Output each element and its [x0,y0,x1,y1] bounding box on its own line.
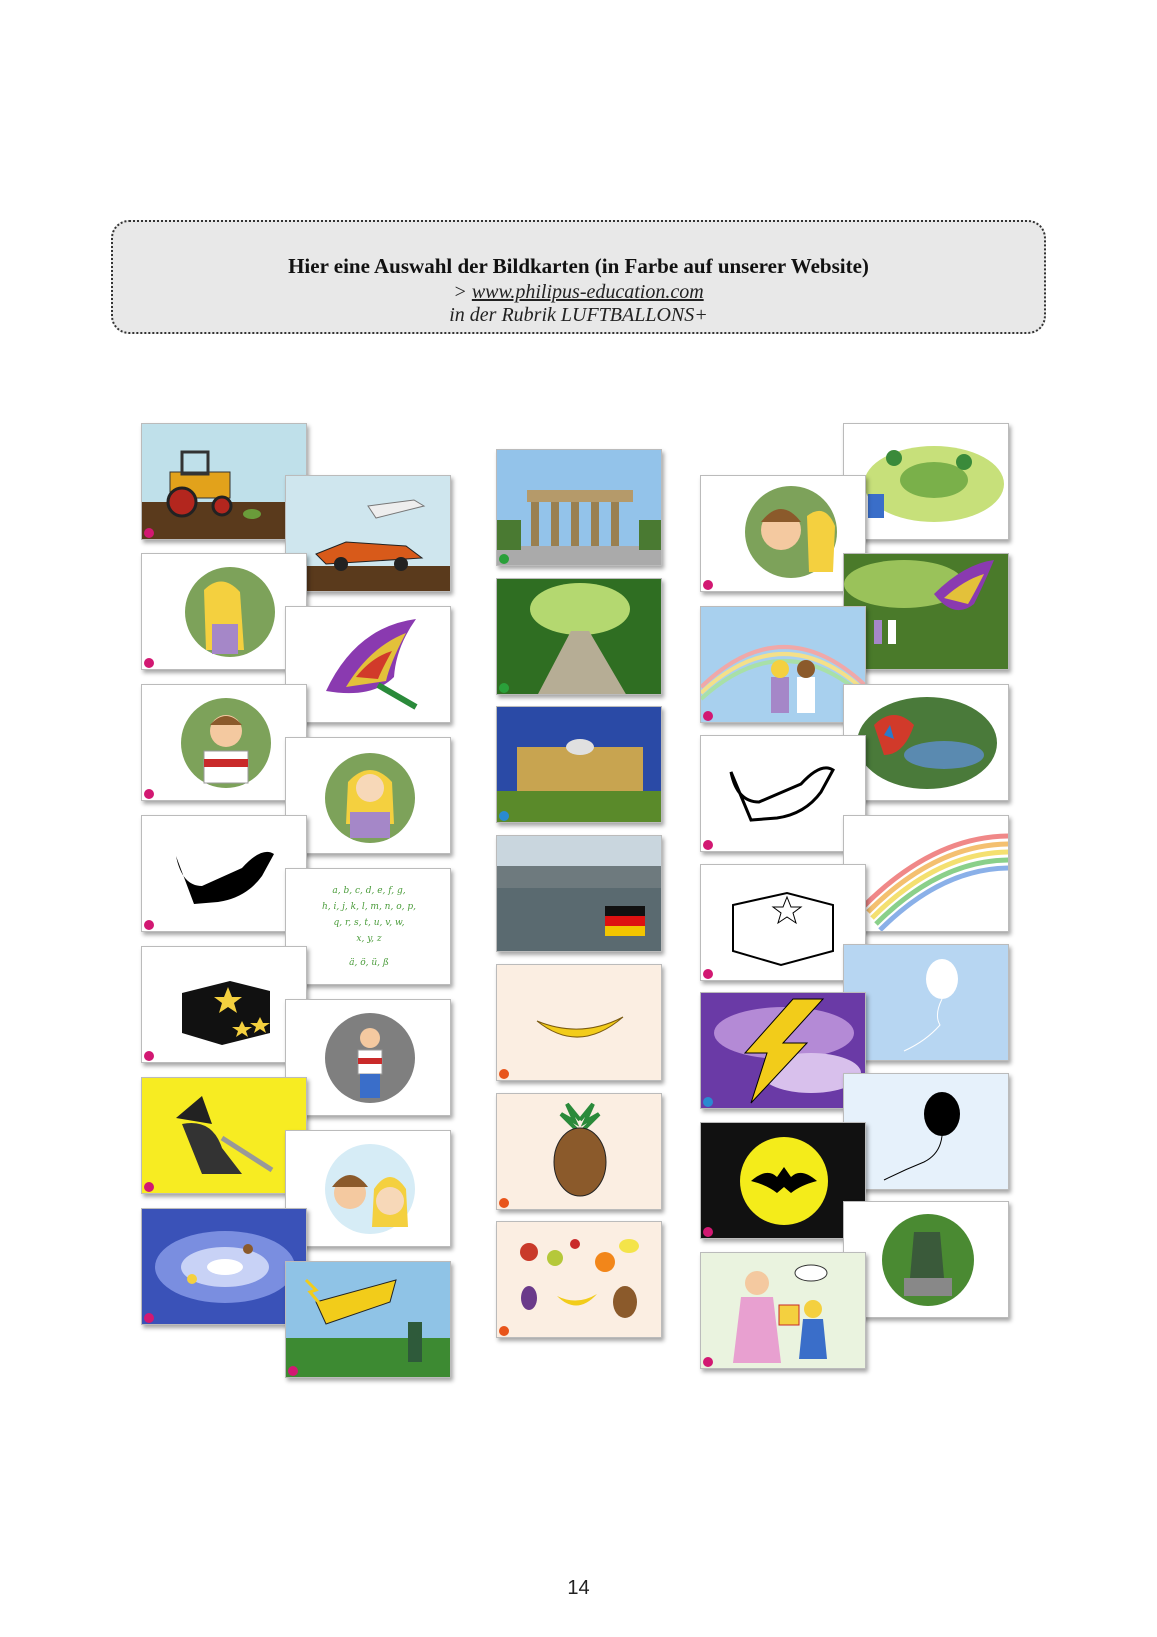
page-number: 14 [567,1577,590,1599]
card-racecar [285,475,451,592]
card-brandenburg-gate [496,449,662,566]
card-rainbow-children [700,606,866,723]
card-rainbow [843,815,1009,932]
card-swirl-flying [141,1208,307,1325]
card-spree-river [496,835,662,952]
website-link[interactable]: www.philipus-education.com [471,281,704,303]
card-gift-mother [700,1252,866,1369]
link-prefix: > [453,281,472,303]
card-children-faces [285,1130,451,1247]
alphabet-line: q, r, s, t, u, v, w, [333,918,405,928]
card-cat-outline [700,735,866,852]
card-banana [496,964,662,1081]
card-girl-pointing [141,553,307,670]
card-bat-moon [700,1122,866,1239]
card-bear-statue [843,1201,1009,1318]
info-box [111,220,1046,334]
card-girl-portrait [285,737,451,854]
card-white-balloon [843,944,1009,1061]
card-pineapple [496,1093,662,1210]
info-title: Hier eine Auswahl der Bildkarten (in Farbe auf unserer Website) [288,254,869,278]
alphabet-line: x, y, z [356,934,382,944]
info-link-line [113,281,1044,304]
card-reichstag [496,706,662,823]
card-black-balloon [843,1073,1009,1190]
card-tractor [141,423,307,540]
card-star-box [141,946,307,1063]
alphabet-line: a, b, c, d, e, f, g, [332,886,406,896]
card-parrot [285,606,451,723]
card-parrot-meadow [843,553,1009,670]
card-fruits [496,1221,662,1338]
alphabet-line: h, i, j, k, l, m, n, o, p, [322,902,416,912]
card-rocket-berlin [285,1261,451,1378]
info-rubric: in der Rubrik LUFTBALLONS+ [449,304,708,326]
card-alphabet [285,868,451,985]
card-boy-whisper [700,475,866,592]
card-black-cat [141,815,307,932]
card-park-path [496,578,662,695]
card-lightning [700,992,866,1109]
card-boy-lake [285,999,451,1116]
card-parrot-lake [843,684,1009,801]
alphabet-line: ä, ö, ü, ß [349,958,389,968]
card-witch-vacuum [141,1077,307,1194]
card-treasure-outline [700,864,866,981]
card-boy-portrait [141,684,307,801]
card-zoo-map [843,423,1009,540]
